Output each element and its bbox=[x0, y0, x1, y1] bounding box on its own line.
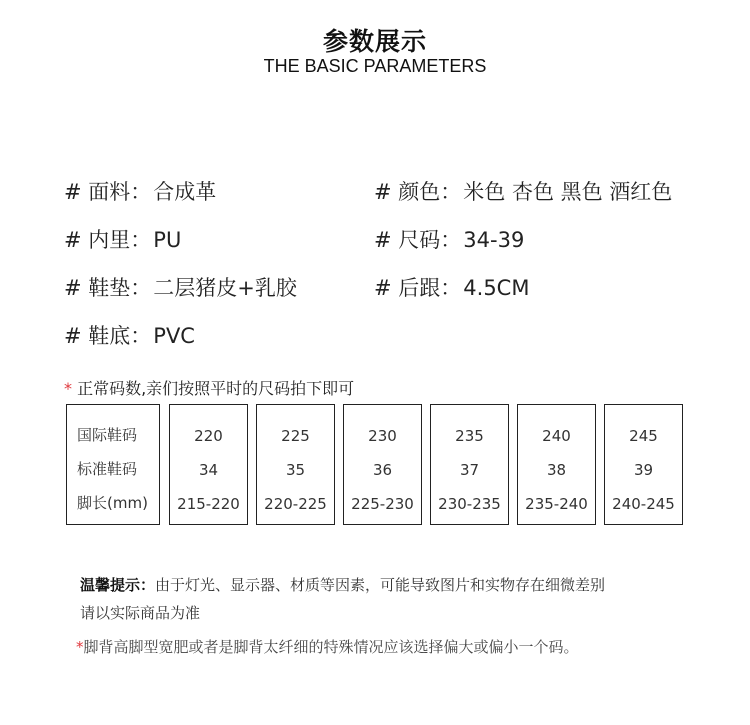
size-table-header bbox=[66, 404, 160, 525]
page-subtitle: THE BASIC PARAMETERS bbox=[263, 56, 487, 76]
foot-length: 240-245 bbox=[612, 495, 675, 513]
param-value: PU bbox=[153, 228, 182, 252]
foot-length: 215-220 bbox=[177, 495, 240, 513]
param-value: 4.5CM bbox=[463, 276, 530, 300]
size-column bbox=[430, 404, 509, 525]
std-size: 34 bbox=[198, 461, 219, 479]
foot-length: 230-235 bbox=[438, 495, 501, 513]
param-sole bbox=[64, 320, 195, 350]
std-size: 37 bbox=[459, 461, 480, 479]
param-heel bbox=[374, 272, 529, 302]
param-insole bbox=[64, 272, 297, 302]
param-value: 二层猪皮+乳胶 bbox=[153, 276, 297, 300]
param-value: 合成革 bbox=[153, 180, 217, 204]
foot-length: 220-225 bbox=[264, 495, 327, 513]
intl-size: 245 bbox=[629, 427, 658, 445]
row-label-foot: 脚长(mm) bbox=[77, 494, 148, 512]
std-size: 39 bbox=[633, 461, 654, 479]
param-label: # 鞋底： bbox=[64, 324, 152, 348]
std-size: 38 bbox=[546, 461, 567, 479]
param-value: 米色 杏色 黑色 酒红色 bbox=[463, 180, 673, 204]
param-color bbox=[374, 176, 672, 206]
row-label-std: 标准鞋码 bbox=[77, 460, 138, 478]
foot-length: 235-240 bbox=[525, 495, 588, 513]
param-value: PVC bbox=[153, 324, 195, 348]
size-column bbox=[343, 404, 422, 525]
size-column bbox=[256, 404, 335, 525]
param-label: # 鞋垫： bbox=[64, 276, 152, 300]
foot-length: 225-230 bbox=[351, 495, 414, 513]
size-column bbox=[604, 404, 683, 525]
asterisk-icon: * bbox=[76, 638, 84, 656]
size-note bbox=[64, 376, 354, 399]
intl-size: 225 bbox=[281, 427, 310, 445]
asterisk-icon: * bbox=[64, 379, 72, 398]
tip-line-2: 请以实际商品为准 bbox=[80, 604, 201, 622]
param-lining bbox=[64, 224, 181, 254]
param-label: # 后跟： bbox=[374, 276, 462, 300]
param-value: 34-39 bbox=[463, 228, 525, 252]
param-label: # 面料： bbox=[64, 180, 152, 204]
param-material bbox=[64, 176, 216, 206]
size-column bbox=[169, 404, 248, 525]
intl-size: 230 bbox=[368, 427, 397, 445]
tip-text: 脚背高脚型宽肥或者是脚背太纤细的特殊情况应该选择偏大或偏小一个码。 bbox=[83, 638, 579, 656]
page-title: 参数展示 bbox=[322, 27, 427, 56]
size-column bbox=[517, 404, 596, 525]
intl-size: 220 bbox=[194, 427, 223, 445]
param-label: # 颜色： bbox=[374, 180, 462, 204]
param-label: # 尺码： bbox=[374, 228, 462, 252]
tip-line-1 bbox=[80, 574, 605, 595]
tip-text: 由于灯光、显示器、材质等因素，可能导致图片和实物存在细微差别 bbox=[155, 576, 606, 594]
tip-line-3 bbox=[76, 636, 579, 657]
param-size bbox=[374, 224, 524, 254]
tip-label: 温馨提示： bbox=[80, 576, 156, 594]
row-label-intl: 国际鞋码 bbox=[77, 426, 138, 444]
std-size: 36 bbox=[372, 461, 393, 479]
intl-size: 235 bbox=[455, 427, 484, 445]
intl-size: 240 bbox=[542, 427, 571, 445]
param-label: # 内里： bbox=[64, 228, 152, 252]
size-note-text: 正常码数,亲们按照平时的尺码拍下即可 bbox=[77, 379, 355, 398]
std-size: 35 bbox=[285, 461, 306, 479]
